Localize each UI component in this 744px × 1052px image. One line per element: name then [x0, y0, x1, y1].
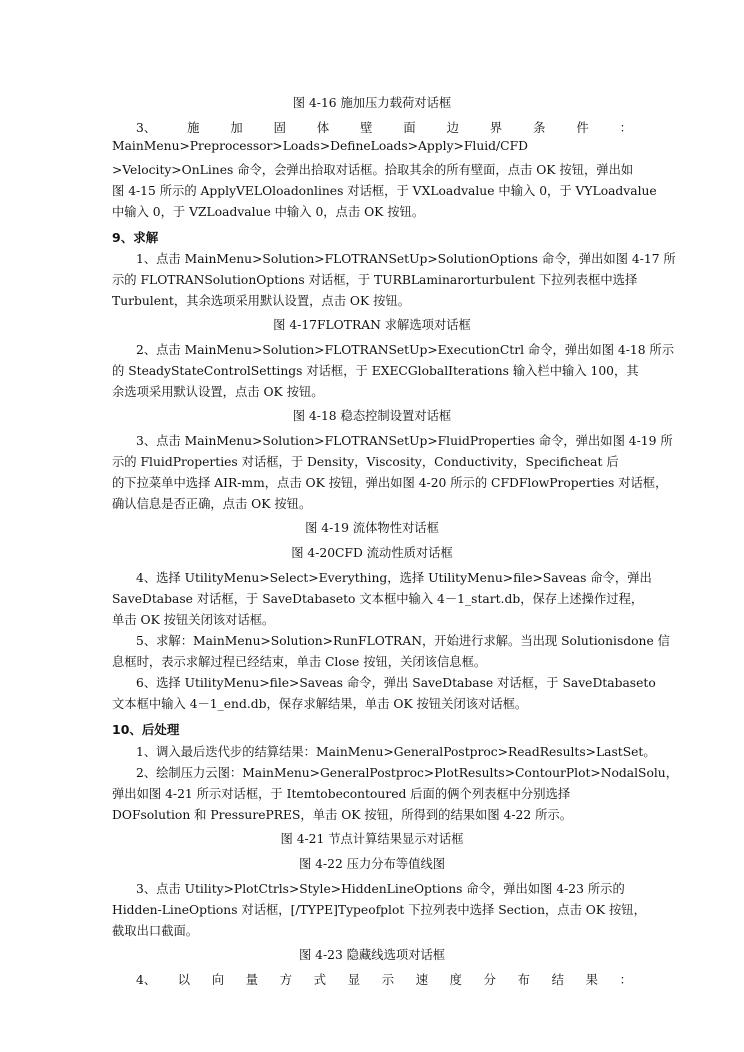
step4-char: 显	[347, 973, 361, 987]
caption-fig-4-16: 图 4-16 施加压力载荷对话框	[292, 96, 452, 110]
caption-fig-4-20: 图 4-20CFD 流动性质对话框	[291, 546, 453, 560]
section-heading-postprocess: 10、后处理	[112, 722, 180, 737]
paragraph-line: 3、点击 Utility>PlotCtrls>Style>HiddenLineOptions 命令，弹出如图 4-23 所示的	[136, 882, 625, 896]
paragraph-line: 的 SteadyStateControlSettings 对话框，于 EXECGlobalIterations 输入栏中输入 100，其	[112, 364, 639, 378]
caption-fig-4-18: 图 4-18 稳态控制设置对话框	[292, 409, 452, 423]
paragraph-line: SaveDtabase 对话框，于 SaveDtabaseto 文本框中输入 4－1_start.db，保存上述操作过程，	[112, 592, 644, 606]
step3-char: 3、	[136, 121, 157, 135]
paragraph-line: 中输入 0，于 VZLoadvalue 中输入 0，点击 OK 按钮。	[112, 205, 425, 219]
section-heading-solve: 9、求解	[112, 230, 159, 245]
step3-char: 条	[533, 121, 546, 135]
paragraph-line: 6、选择 UtilityMenu>file>Saveas 命令，弹出 SaveDtabase 对话框，于 SaveDtabaseto	[136, 676, 656, 690]
step4-char: 量	[245, 973, 259, 987]
step4-char: 度	[449, 973, 462, 987]
caption-fig-4-23: 图 4-23 隐藏线选项对话框	[298, 948, 446, 962]
step4-char: 布	[517, 973, 530, 987]
step3-char: 边	[446, 121, 459, 135]
step3-char: 加	[230, 121, 243, 135]
step3-char: 界	[489, 121, 503, 135]
step4-char: 速	[415, 973, 428, 987]
step3-char: ：	[619, 121, 632, 135]
step4-char: 向	[211, 973, 225, 987]
caption-fig-4-21: 图 4-21 节点计算结果显示对话框	[280, 832, 464, 846]
paragraph-line: 2、点击 MainMenu>Solution>FLOTRANSetUp>ExecutionCtrl 命令，弹出如图 4-18 所示	[136, 343, 675, 357]
paragraph-line: 截取出口截面。	[112, 924, 199, 938]
paragraph-line: DOFsolution 和 PressurePRES，单击 OK 按钮，所得到的结果如图 4-22 所示。	[112, 808, 572, 822]
paragraph-line: 确认信息是否正确，点击 OK 按钮。	[112, 497, 312, 511]
paragraph-line: 弹出如图 4-21 所示对话框，于 Itemtobecontoured 后面的俩个列表框中分别选择	[112, 787, 571, 801]
paragraph-line: >Velocity>OnLines 命令，会弹出拾取对话框。拾取其余的所有壁面，点击 OK 按钮，弹出如	[112, 163, 634, 177]
step3-char: 固	[273, 121, 286, 135]
step4-char: 结	[551, 973, 564, 987]
step3-char: 件	[576, 121, 589, 135]
step3-heading-spread	[136, 118, 632, 136]
paragraph-line: 文本框中输入 4－1_end.db，保存求解结果，单击 OK 按钮关闭该对话框。	[112, 697, 528, 711]
step3-char: 壁	[360, 121, 373, 135]
step4-char: 分	[483, 973, 496, 987]
paragraph-line: 1、调入最后迭代步的结算结果：MainMenu>GeneralPostproc>ReadResults>LastSet。	[136, 745, 656, 759]
paragraph-line: MainMenu>Preprocessor>Loads>DefineLoads>Apply>Fluid/CFD	[112, 139, 528, 153]
step4-char: 果	[585, 973, 598, 987]
paragraph-line: 2、绘制压力云图：MainMenu>GeneralPostproc>PlotResults>ContourPlot>NodalSolu，	[136, 766, 679, 780]
step4-char: 4、	[136, 973, 157, 987]
paragraph-line: 余选项采用默认设置，点击 OK 按钮。	[112, 385, 324, 399]
paragraph-line: 单击 OK 按钮关闭该对话框。	[112, 613, 275, 627]
paragraph-line: Hidden-LineOptions 对话框，[/TYPE]Typeofplot 下拉列表中选择 Section，点击 OK 按钮，	[112, 903, 646, 917]
step4-char: 以	[177, 973, 191, 987]
paragraph-line: 1、点击 MainMenu>Solution>FLOTRANSetUp>SolutionOptions 命令，弹出如图 4-17 所	[136, 252, 676, 266]
step4-char: ：	[619, 973, 632, 987]
step4-char: 示	[381, 973, 395, 987]
paragraph-line: 4、选择 UtilityMenu>Select>Everything，选择 UtilityMenu>file>Saveas 命令，弹出	[136, 571, 652, 585]
caption-fig-4-19: 图 4-19 流体物性对话框	[305, 521, 439, 535]
step3-char: 施	[187, 121, 200, 135]
step4-heading-spread	[136, 970, 632, 988]
caption-fig-4-17: 图 4-17FLOTRAN 求解选项对话框	[273, 318, 471, 332]
paragraph-line: 图 4-15 所示的 ApplyVELOloadonlines 对话框，于 VXLoadvalue 中输入 0，于 VYLoadvalue	[112, 184, 657, 198]
caption-fig-4-22: 图 4-22 压力分布等值线图	[298, 857, 446, 871]
paragraph-line: 息框时，表示求解过程已经结束，单击 Close 按钮，关闭该信息框。	[112, 655, 487, 669]
paragraph-line: 示的 FluidProperties 对话框，于 Density，Viscosity，Conductivity，Specificheat 后	[112, 455, 619, 469]
paragraph-line: 的下拉菜单中选择 AIR-mm，点击 OK 按钮，弹出如图 4-20 所示的 CFDFlowProperties 对话框，	[112, 476, 668, 490]
step4-char: 方	[279, 973, 293, 987]
step4-char: 式	[313, 973, 327, 987]
step3-char: 体	[316, 121, 330, 135]
paragraph-line: Turbulent，其余选项采用默认设置，点击 OK 按钮。	[112, 294, 410, 308]
step3-char: 面	[403, 121, 416, 135]
paragraph-line: 5、求解：MainMenu>Solution>RunFLOTRAN，开始进行求解。当出现 Solutionisdone 信	[136, 634, 670, 648]
paragraph-line: 3、点击 MainMenu>Solution>FLOTRANSetUp>FluidProperties 命令，弹出如图 4-19 所	[136, 434, 673, 448]
paragraph-line: 示的 FLOTRANSolutionOptions 对话框，于 TURBLaminarorturbulent 下拉列表框中选择	[112, 273, 638, 287]
